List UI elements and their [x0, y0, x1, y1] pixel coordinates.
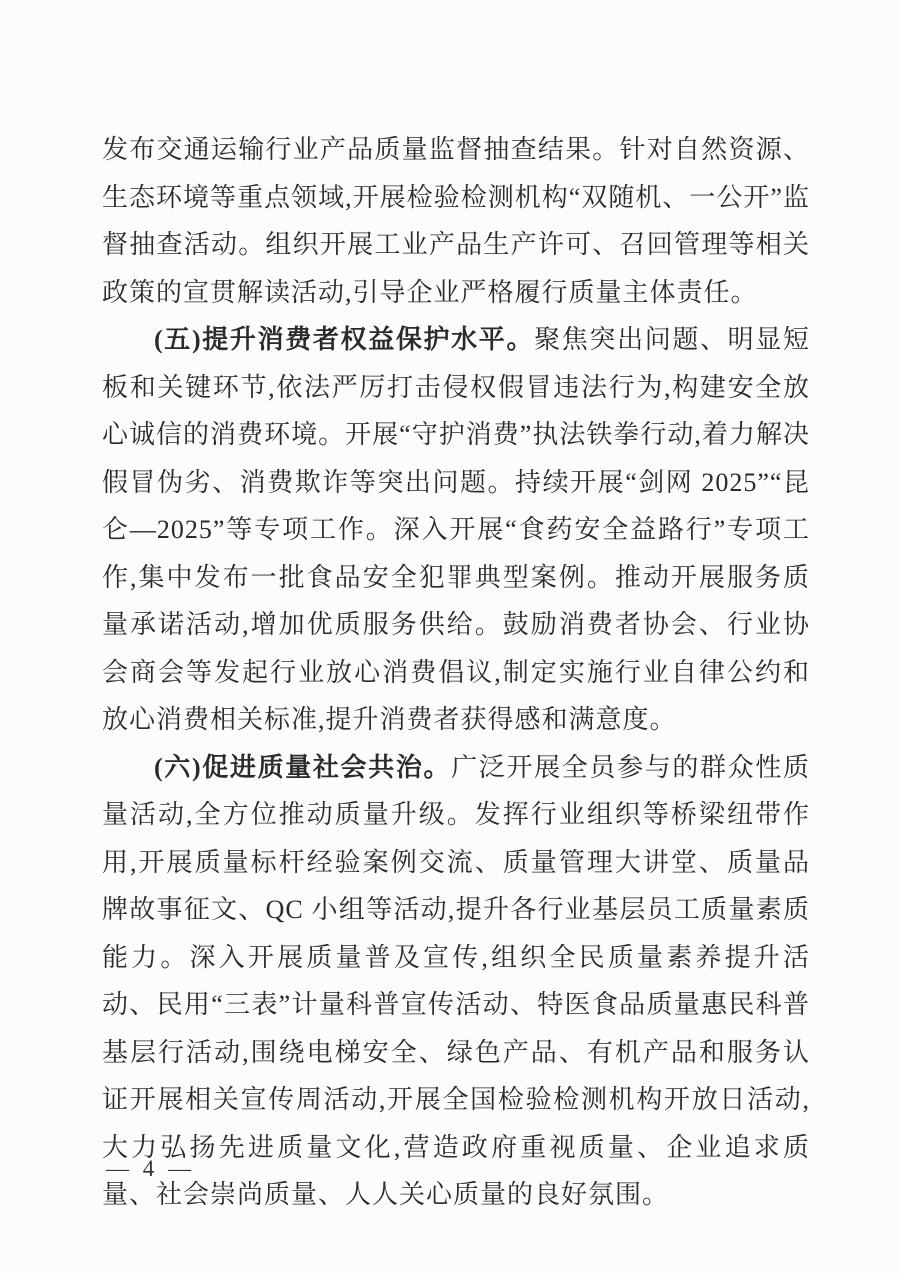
page-number: — 4 — [106, 1156, 195, 1181]
section-heading-6: (六)促进质量社会共治。 [154, 752, 452, 782]
paragraph-continuation [102, 126, 810, 316]
paragraph-text: 发布交通运输行业产品质量监督抽查结果。针对自然资源、生态环境等重点领域,开展检验检测机构“双随机、一公开”监督抽查活动。组织开展工业产品生产许可、召回管理等相关政策的宣贯解读活动,引导企业严格履行质量主体责任。 [102, 135, 810, 307]
paragraph-section-6 [102, 744, 810, 1219]
section-heading-5: (五)提升消费者权益保护水平。 [154, 325, 535, 354]
paragraph-text: 聚焦突出问题、明显短板和关键环节,依法严厉打击侵权假冒违法行为,构建安全放心诚信的消费环境。开展“守护消费”执法铁拳行动,着力解决假冒伪劣、消费欺诈等突出问题。持续开展“剑网 2025”“昆仑—2025”等专项工作。深入开展“食药安全益路行”专项工作,集中发布一批食品安全犯罪典型案例。推动开展服务质量承诺活动,增加优质服务供给。鼓励消费者协会、行业协会商会等发起行业放心消费倡议,制定实施行业自律公约和放心消费相关标准,提升消费者获得感和满意度。 [102, 325, 810, 734]
paragraph-text: 广泛开展全员参与的群众性质量活动,全方位推动质量升级。发挥行业组织等桥梁纽带作用,开展质量标杆经验案例交流、质量管理大讲堂、质量品牌故事征文、QC 小组等活动,提升各行业基层员工质量素质能力。深入开展质量普及宣传,组织全民质量素养提升活动、民用“三表”计量科普宣传活动、特医食品质量惠民科普基层行活动,围绕电梯安全、绿色产品、有机产品和服务认证开展相关宣传周活动,开展全国检验检测机构开放日活动,大力弘扬先进质量文化,营造政府重视质量、企业追求质量、社会崇尚质量、人人关心质量的良好氛围。 [102, 752, 810, 1209]
paragraph-section-5 [102, 316, 810, 744]
document-body [102, 126, 810, 1219]
